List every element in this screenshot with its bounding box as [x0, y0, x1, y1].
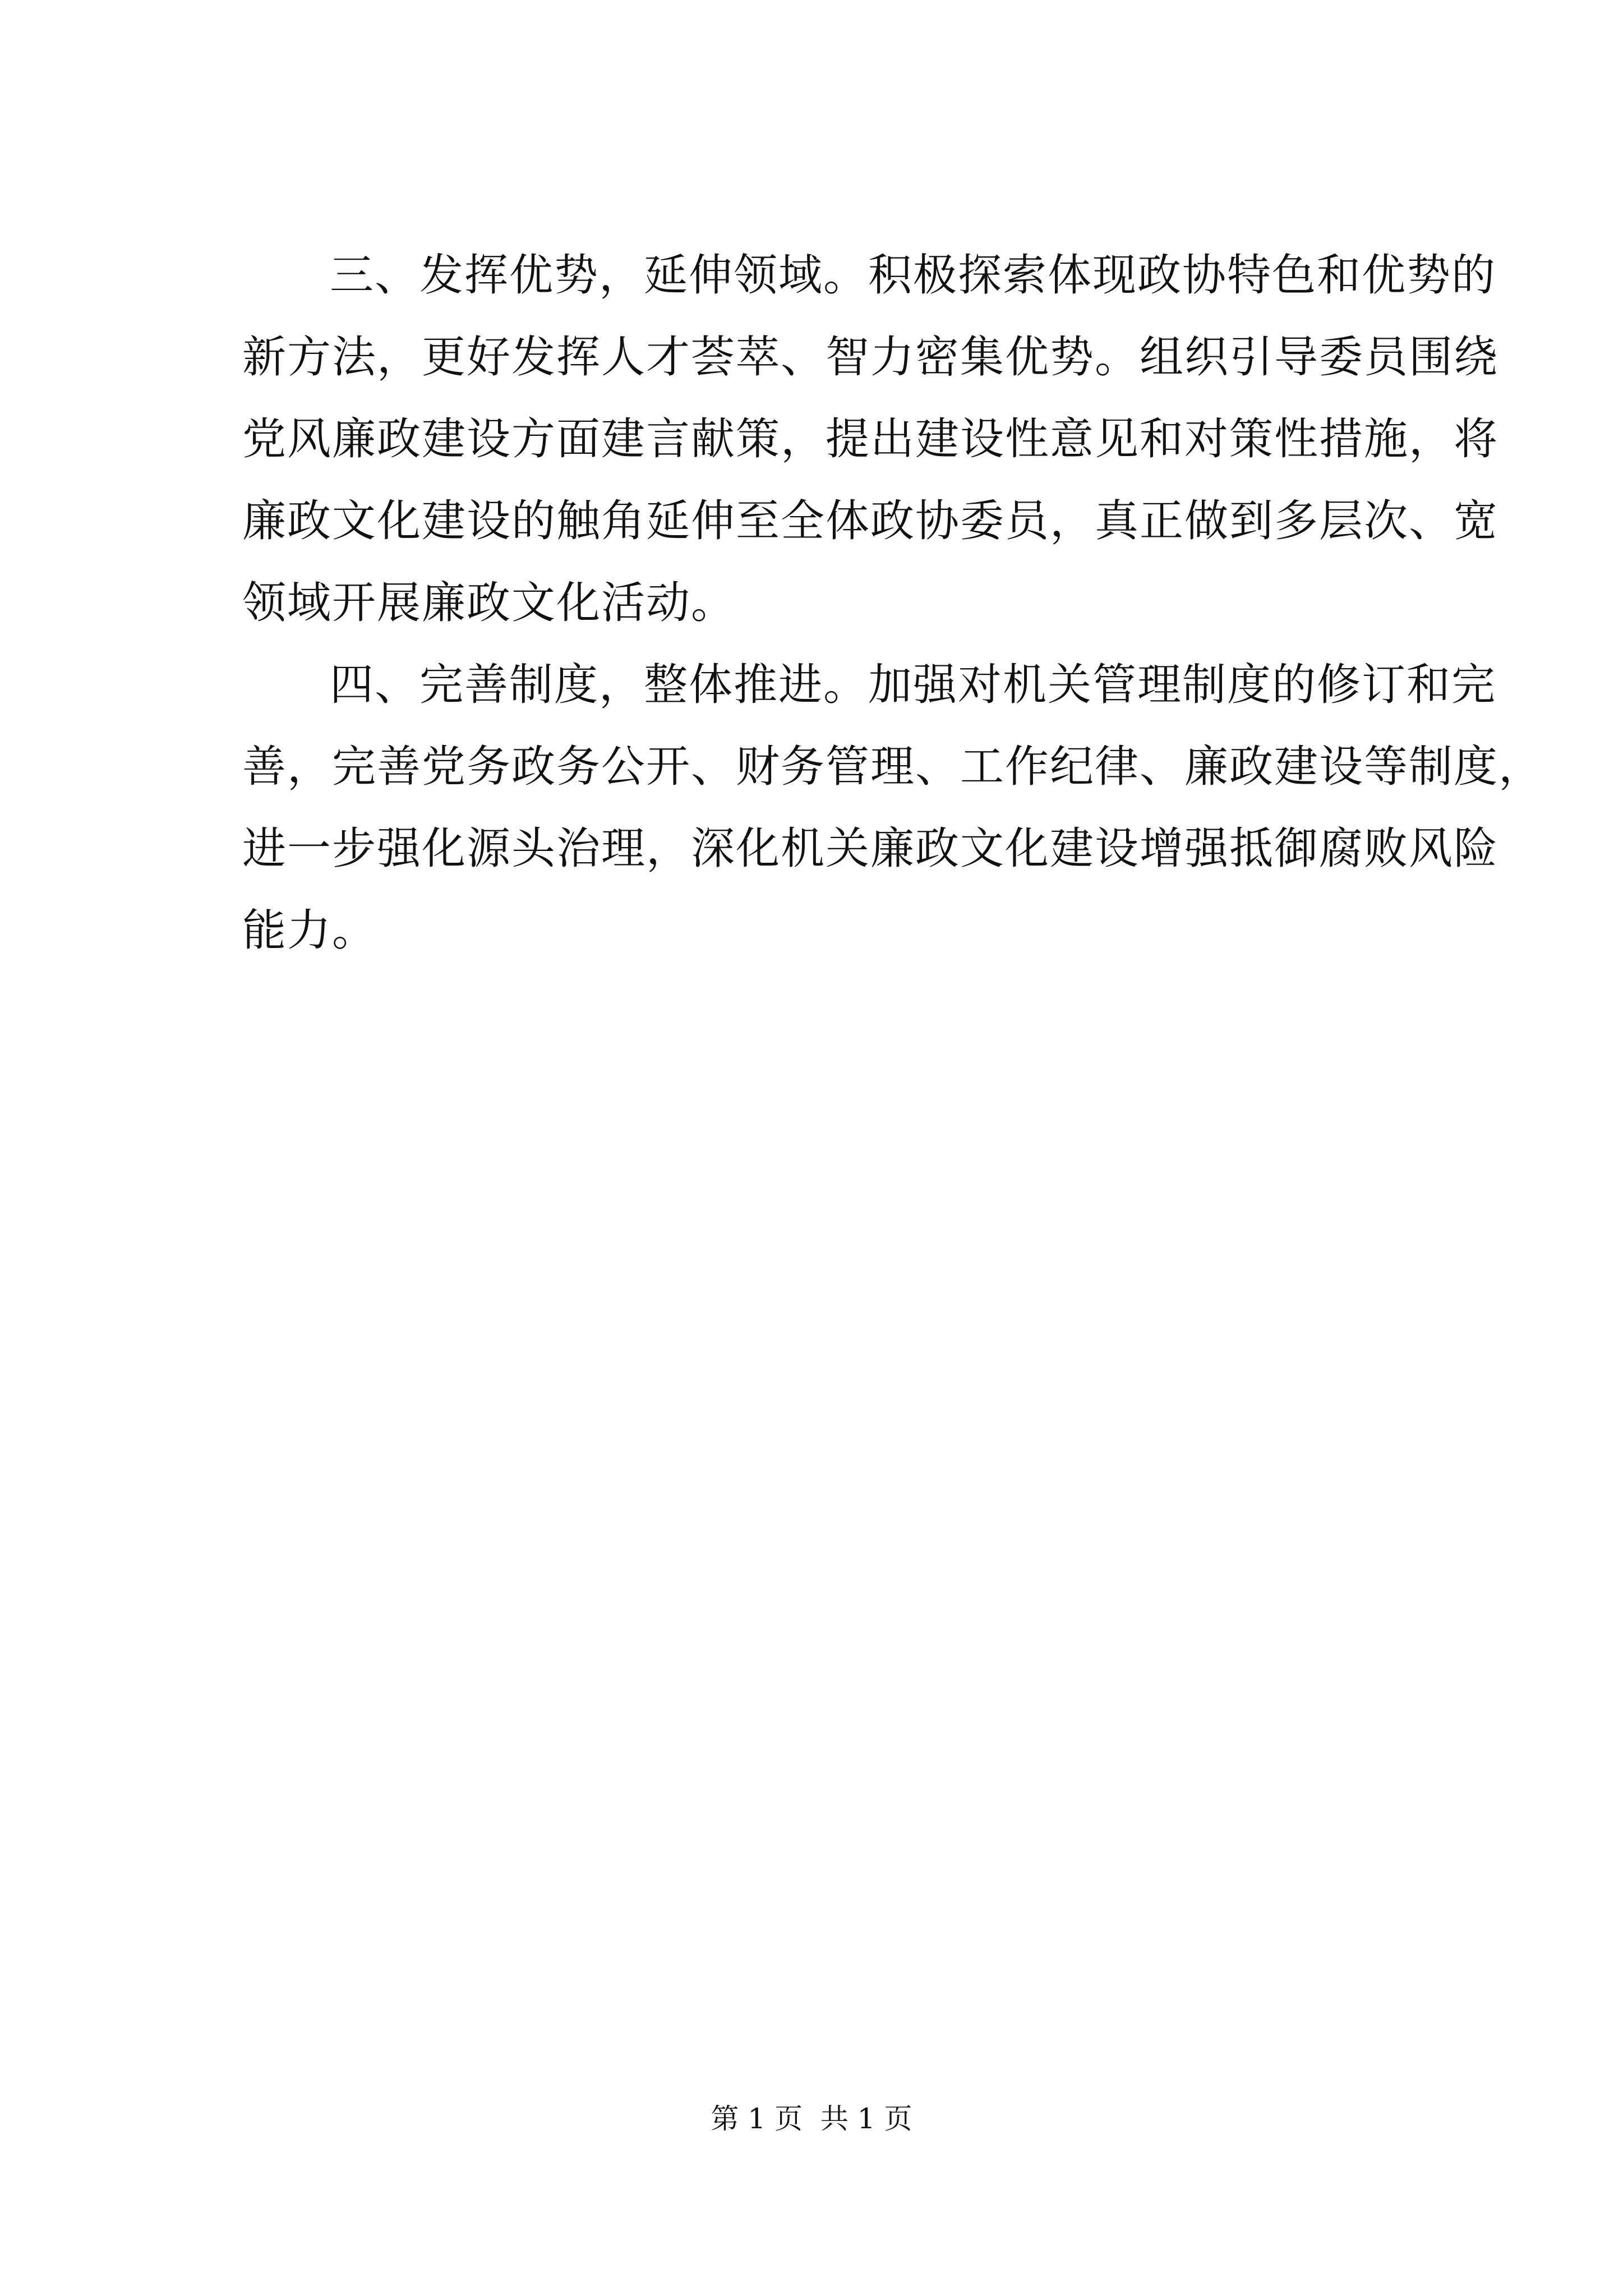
document-body [242, 234, 1544, 972]
paragraph-line: 四、完善制度，整体推进。加强对机关管理制度的修订和完 [330, 660, 1497, 710]
paragraph-line: 党风廉政建设方面建言献策，提出建设性意见和对策性措施，将 [242, 414, 1499, 464]
paragraph-line: 廉政文化建设的触角延伸至全体政协委员，真正做到多层次、宽 [242, 496, 1499, 546]
paragraph-section-four [242, 644, 1544, 972]
page-number-footer: 第 1 页 共 1 页 [711, 2102, 912, 2135]
paragraph-section-three [242, 234, 1499, 644]
paragraph-line: 善，完善党务政务公开、财务管理、工作纪律、廉政建设等制度， [242, 742, 1544, 792]
paragraph-line: 领域开展廉政文化活动。 [242, 578, 736, 628]
paragraph-line: 能力。 [242, 905, 377, 956]
paragraph-line: 进一步强化源头治理，深化机关廉政文化建设增强抵御腐败风险 [242, 823, 1499, 874]
paragraph-line: 三、发挥优势，延伸领域。积极探索体现政协特色和优势的 [330, 250, 1497, 301]
paragraph-line: 新方法，更好发挥人才荟萃、智力密集优势。组织引导委员围绕 [242, 332, 1499, 383]
